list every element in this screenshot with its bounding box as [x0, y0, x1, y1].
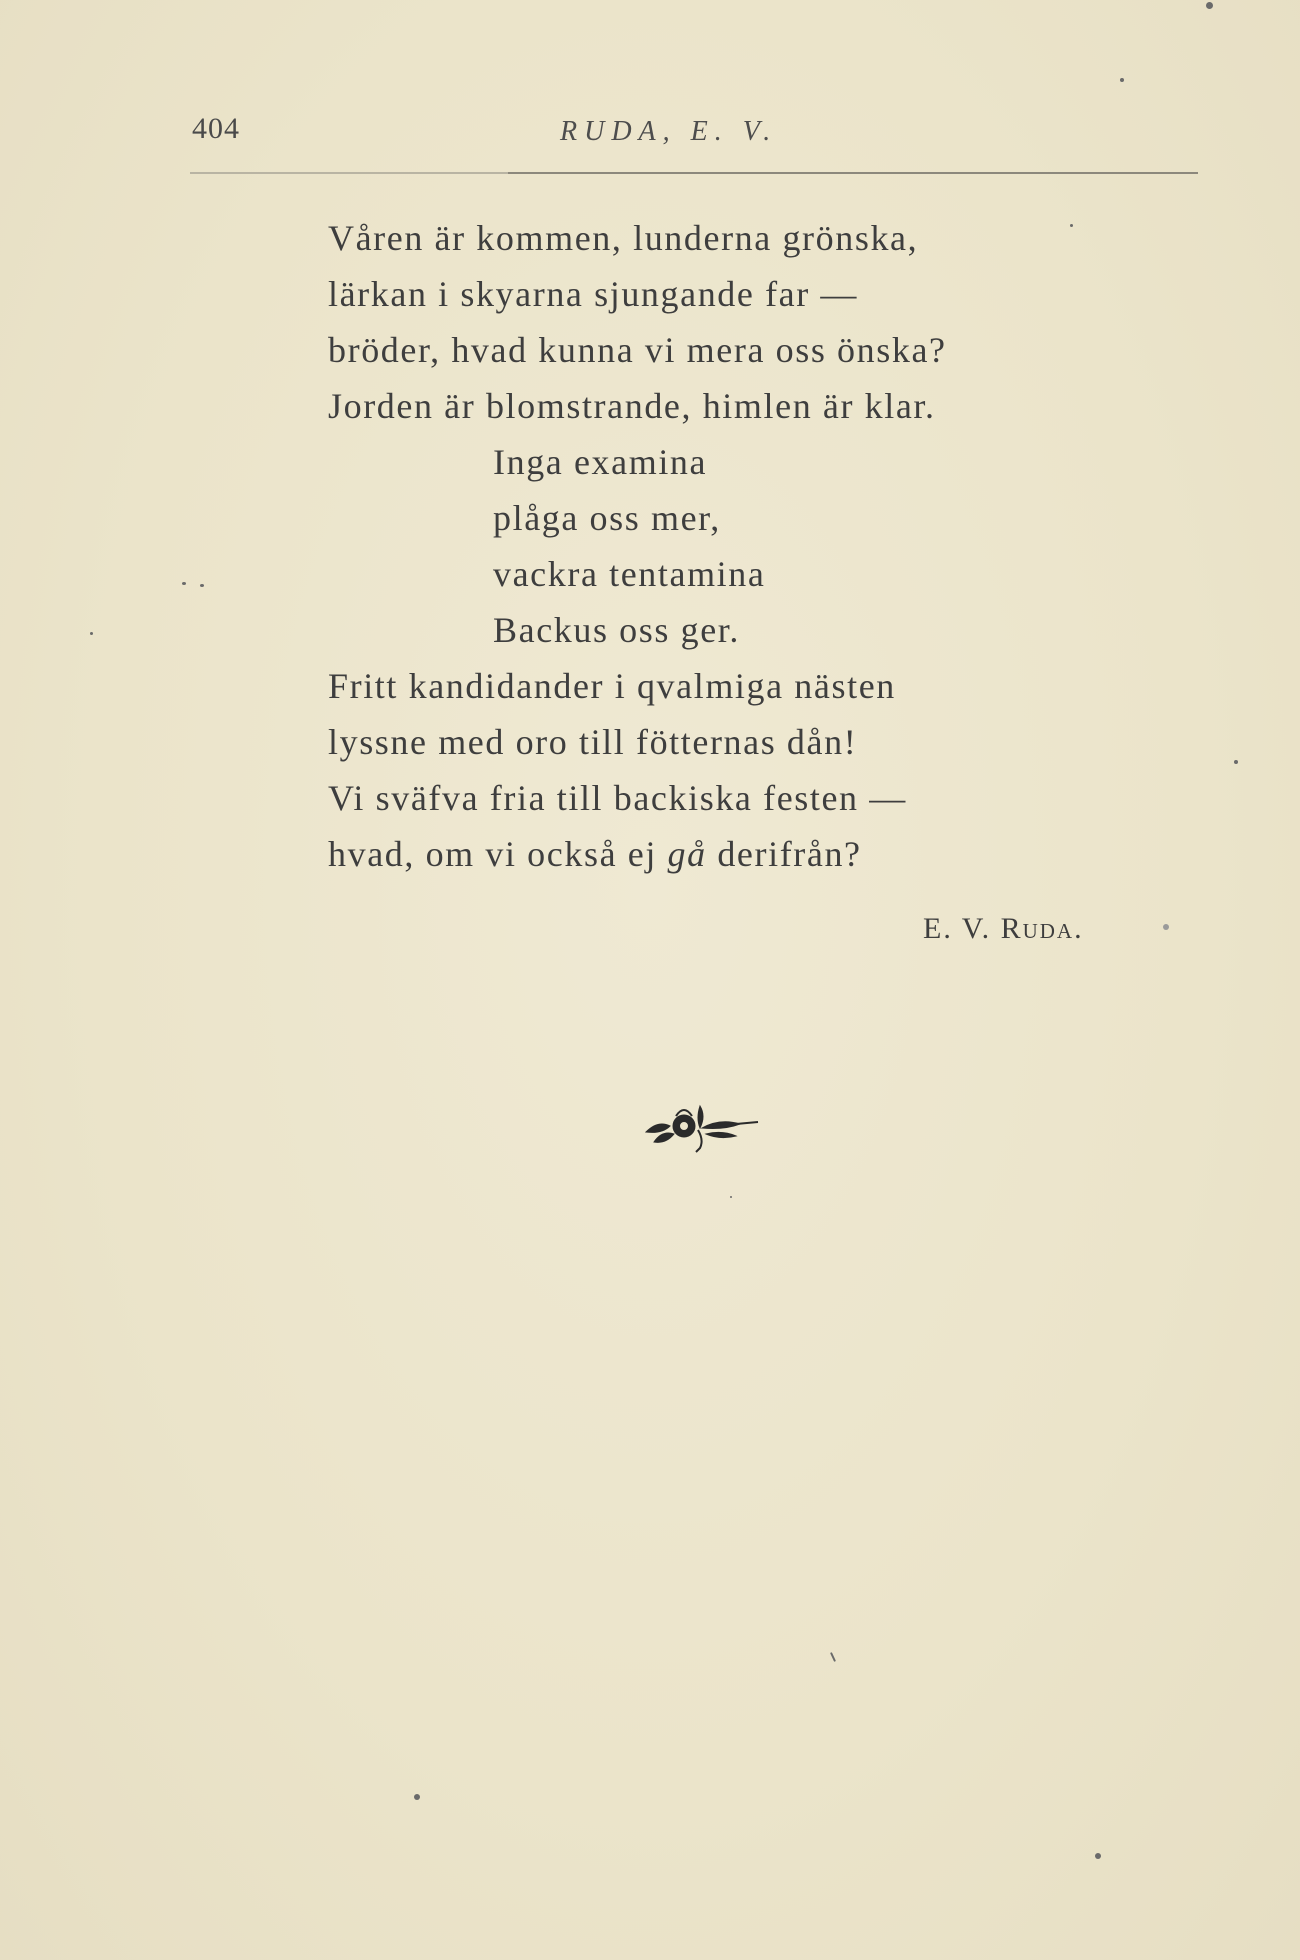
page-speck [90, 632, 93, 635]
poem-line: Vi sväfva fria till backiska festen — [328, 778, 907, 818]
page-speck [1234, 760, 1238, 764]
page-speck [1206, 2, 1213, 9]
poem-line: Inga examina [493, 442, 708, 482]
header-rule-dark [508, 172, 1198, 174]
running-head: RUDA, E. V. [560, 116, 778, 147]
poem-line: bröder, hvad kunna vi mera oss önska? [328, 330, 947, 370]
page-speck [200, 584, 204, 587]
page-speck [414, 1794, 420, 1800]
poem-line-italic: gå [667, 834, 707, 874]
poem-line-last [328, 826, 947, 882]
poem [328, 210, 947, 882]
page-speck [730, 1196, 732, 1198]
poem-line: lyssne med oro till fötternas dån! [328, 722, 858, 762]
author-signature [923, 912, 1084, 946]
poem-line: Jorden är blomstrande, himlen är klar. [328, 386, 936, 426]
page-number: 404 [192, 112, 240, 145]
poem-line: plåga oss mer, [493, 498, 721, 538]
poem-line: Backus oss ger. [493, 610, 740, 650]
page-speck [1120, 78, 1124, 82]
page-speck [1163, 924, 1169, 930]
signature-initials: E. V. [923, 912, 992, 945]
poem-line: lärkan i skyarna sjungande far — [328, 274, 859, 314]
page-speck [1070, 224, 1073, 227]
page-speck [830, 1652, 836, 1662]
signature-surname: Ruda. [1000, 912, 1084, 945]
poem-line: Våren är kommen, lunderna grönska, [328, 218, 919, 258]
poem-line-text: derifrån? [706, 834, 862, 874]
floral-ornament-icon [640, 1096, 762, 1156]
poem-line: vackra tentamina [493, 554, 766, 594]
poem-line: Fritt kandidander i qvalmiga nästen [328, 666, 896, 706]
page-speck [1095, 1853, 1101, 1859]
poem-line-text: hvad, om vi också ej [328, 834, 668, 874]
page-speck [182, 582, 186, 585]
